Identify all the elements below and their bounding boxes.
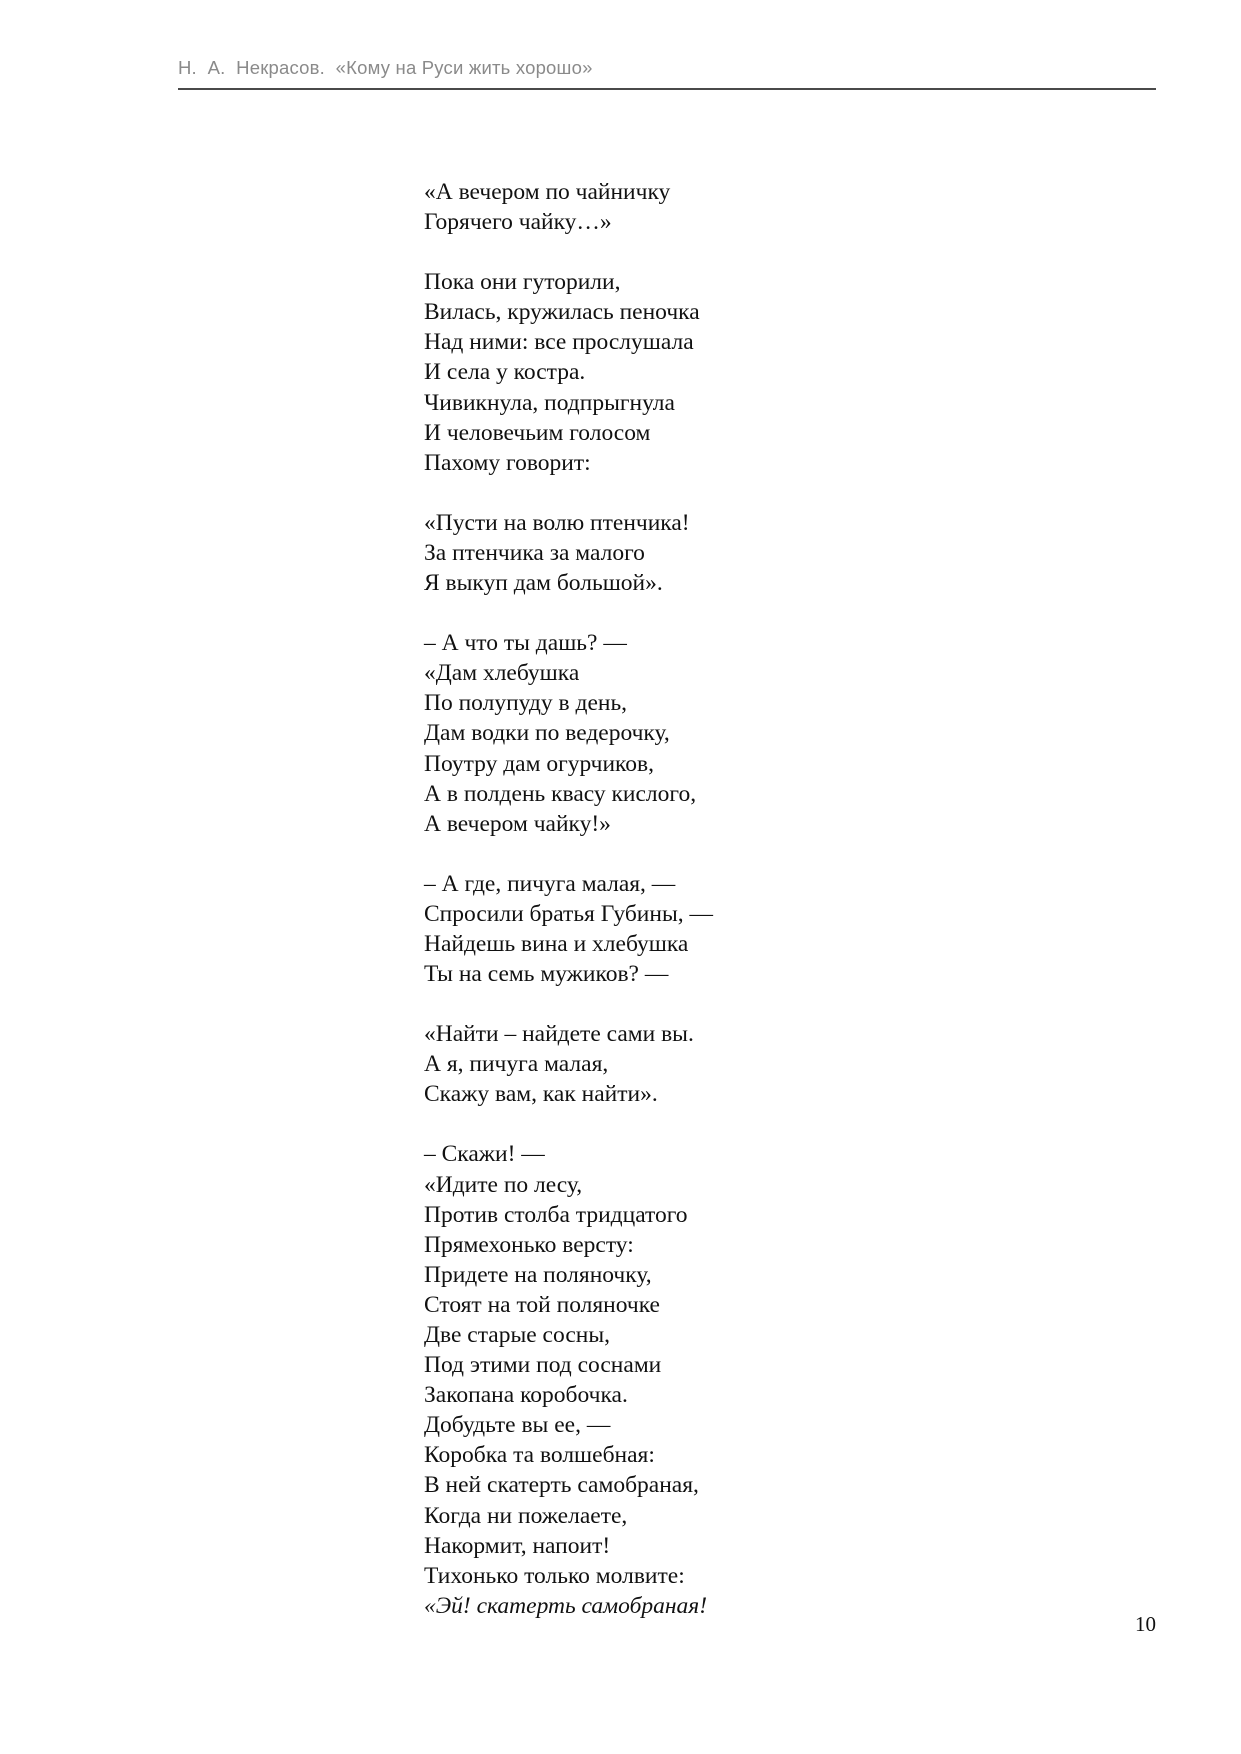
verse-line: Вилась, кружилась пеночка (424, 299, 700, 326)
verse-line: Я выкуп дам большой». (424, 570, 663, 597)
verse-line: Под этими под соснами (424, 1352, 662, 1379)
verse-line: А я, пичуга малая, (424, 1051, 609, 1078)
verse-line: Горячего чайку…» (424, 209, 612, 236)
verse-line: Две старые сосны, (424, 1322, 610, 1348)
verse-line: – Скажи! — (424, 1141, 545, 1168)
verse-line: А в полдень квасу кислого, (424, 780, 697, 807)
verse-line: «А вечером по чайничку (424, 179, 671, 205)
verse-line: Придете на поляночку, (424, 1261, 652, 1288)
stanza (424, 1139, 1024, 1621)
running-header-text: Н. А. Некрасов. «Кому на Руси жить хорошо» (178, 57, 593, 78)
verse-line: За птенчика за малого (424, 539, 645, 566)
stanza (424, 628, 1024, 839)
verse-line: – А что ты дашь? — (424, 630, 627, 657)
verse-line: Поутру дам огурчиков, (424, 750, 654, 777)
verse-line: Над ними: все прослушала (424, 329, 694, 356)
verse-line: Когда ни пожелаете, (424, 1502, 628, 1529)
verse-line: В ней скатерть самобраная, (424, 1472, 699, 1499)
verse-line: И человечьим голосом (424, 419, 651, 446)
verse-line: Найдешь вина и хлебушка (424, 930, 689, 957)
verse-line: Тихонько только молвите: (424, 1562, 685, 1589)
verse-line: Пахому говорит: (424, 449, 591, 476)
verse-line: И села у костра. (424, 359, 586, 386)
stanza (424, 508, 1024, 598)
verse-line: «Дам хлебушка (424, 660, 580, 687)
verse-line: – А где, пичуга малая, — (424, 870, 676, 897)
stanza (424, 869, 1024, 989)
verse-line: Дам водки по ведерочку, (424, 720, 670, 747)
verse-line: А вечером чайку!» (424, 810, 611, 837)
verse-line: Накормит, напоит! (424, 1532, 611, 1559)
verse-line: Пока они гуторили, (424, 269, 621, 296)
verse-line: Ты на семь мужиков? — (424, 961, 669, 988)
verse-line-italic: «Эй! скатерть самобраная! (424, 1592, 708, 1619)
verse-line: Закопана коробочка. (424, 1382, 628, 1409)
stanza (424, 177, 1024, 237)
verse-line: Стоят на той поляночке (424, 1291, 660, 1318)
running-header (178, 56, 1156, 90)
verse-line: Добудьте вы ее, — (424, 1412, 611, 1439)
verse-line: «Идите по лесу, (424, 1171, 583, 1198)
verse-line: Против столба тридцатого (424, 1201, 688, 1228)
page-number: 10 (1135, 1612, 1156, 1636)
verse-line: «Пусти на волю птенчика! (424, 509, 690, 536)
verse-line: «Найти – найдете сами вы. (424, 1021, 694, 1048)
verse-line: Прямехонько версту: (424, 1231, 634, 1258)
verse-line: Спросили братья Губины, — (424, 900, 713, 927)
verse-line: Скажу вам, как найти». (424, 1081, 658, 1108)
verse-line: По полупуду в день, (424, 690, 628, 717)
stanza (424, 267, 1024, 478)
verse-line: Коробка та волшебная: (424, 1442, 655, 1469)
stanza (424, 1019, 1024, 1109)
poem-body (424, 177, 1024, 1651)
verse-line: Чивикнула, подпрыгнула (424, 389, 675, 416)
